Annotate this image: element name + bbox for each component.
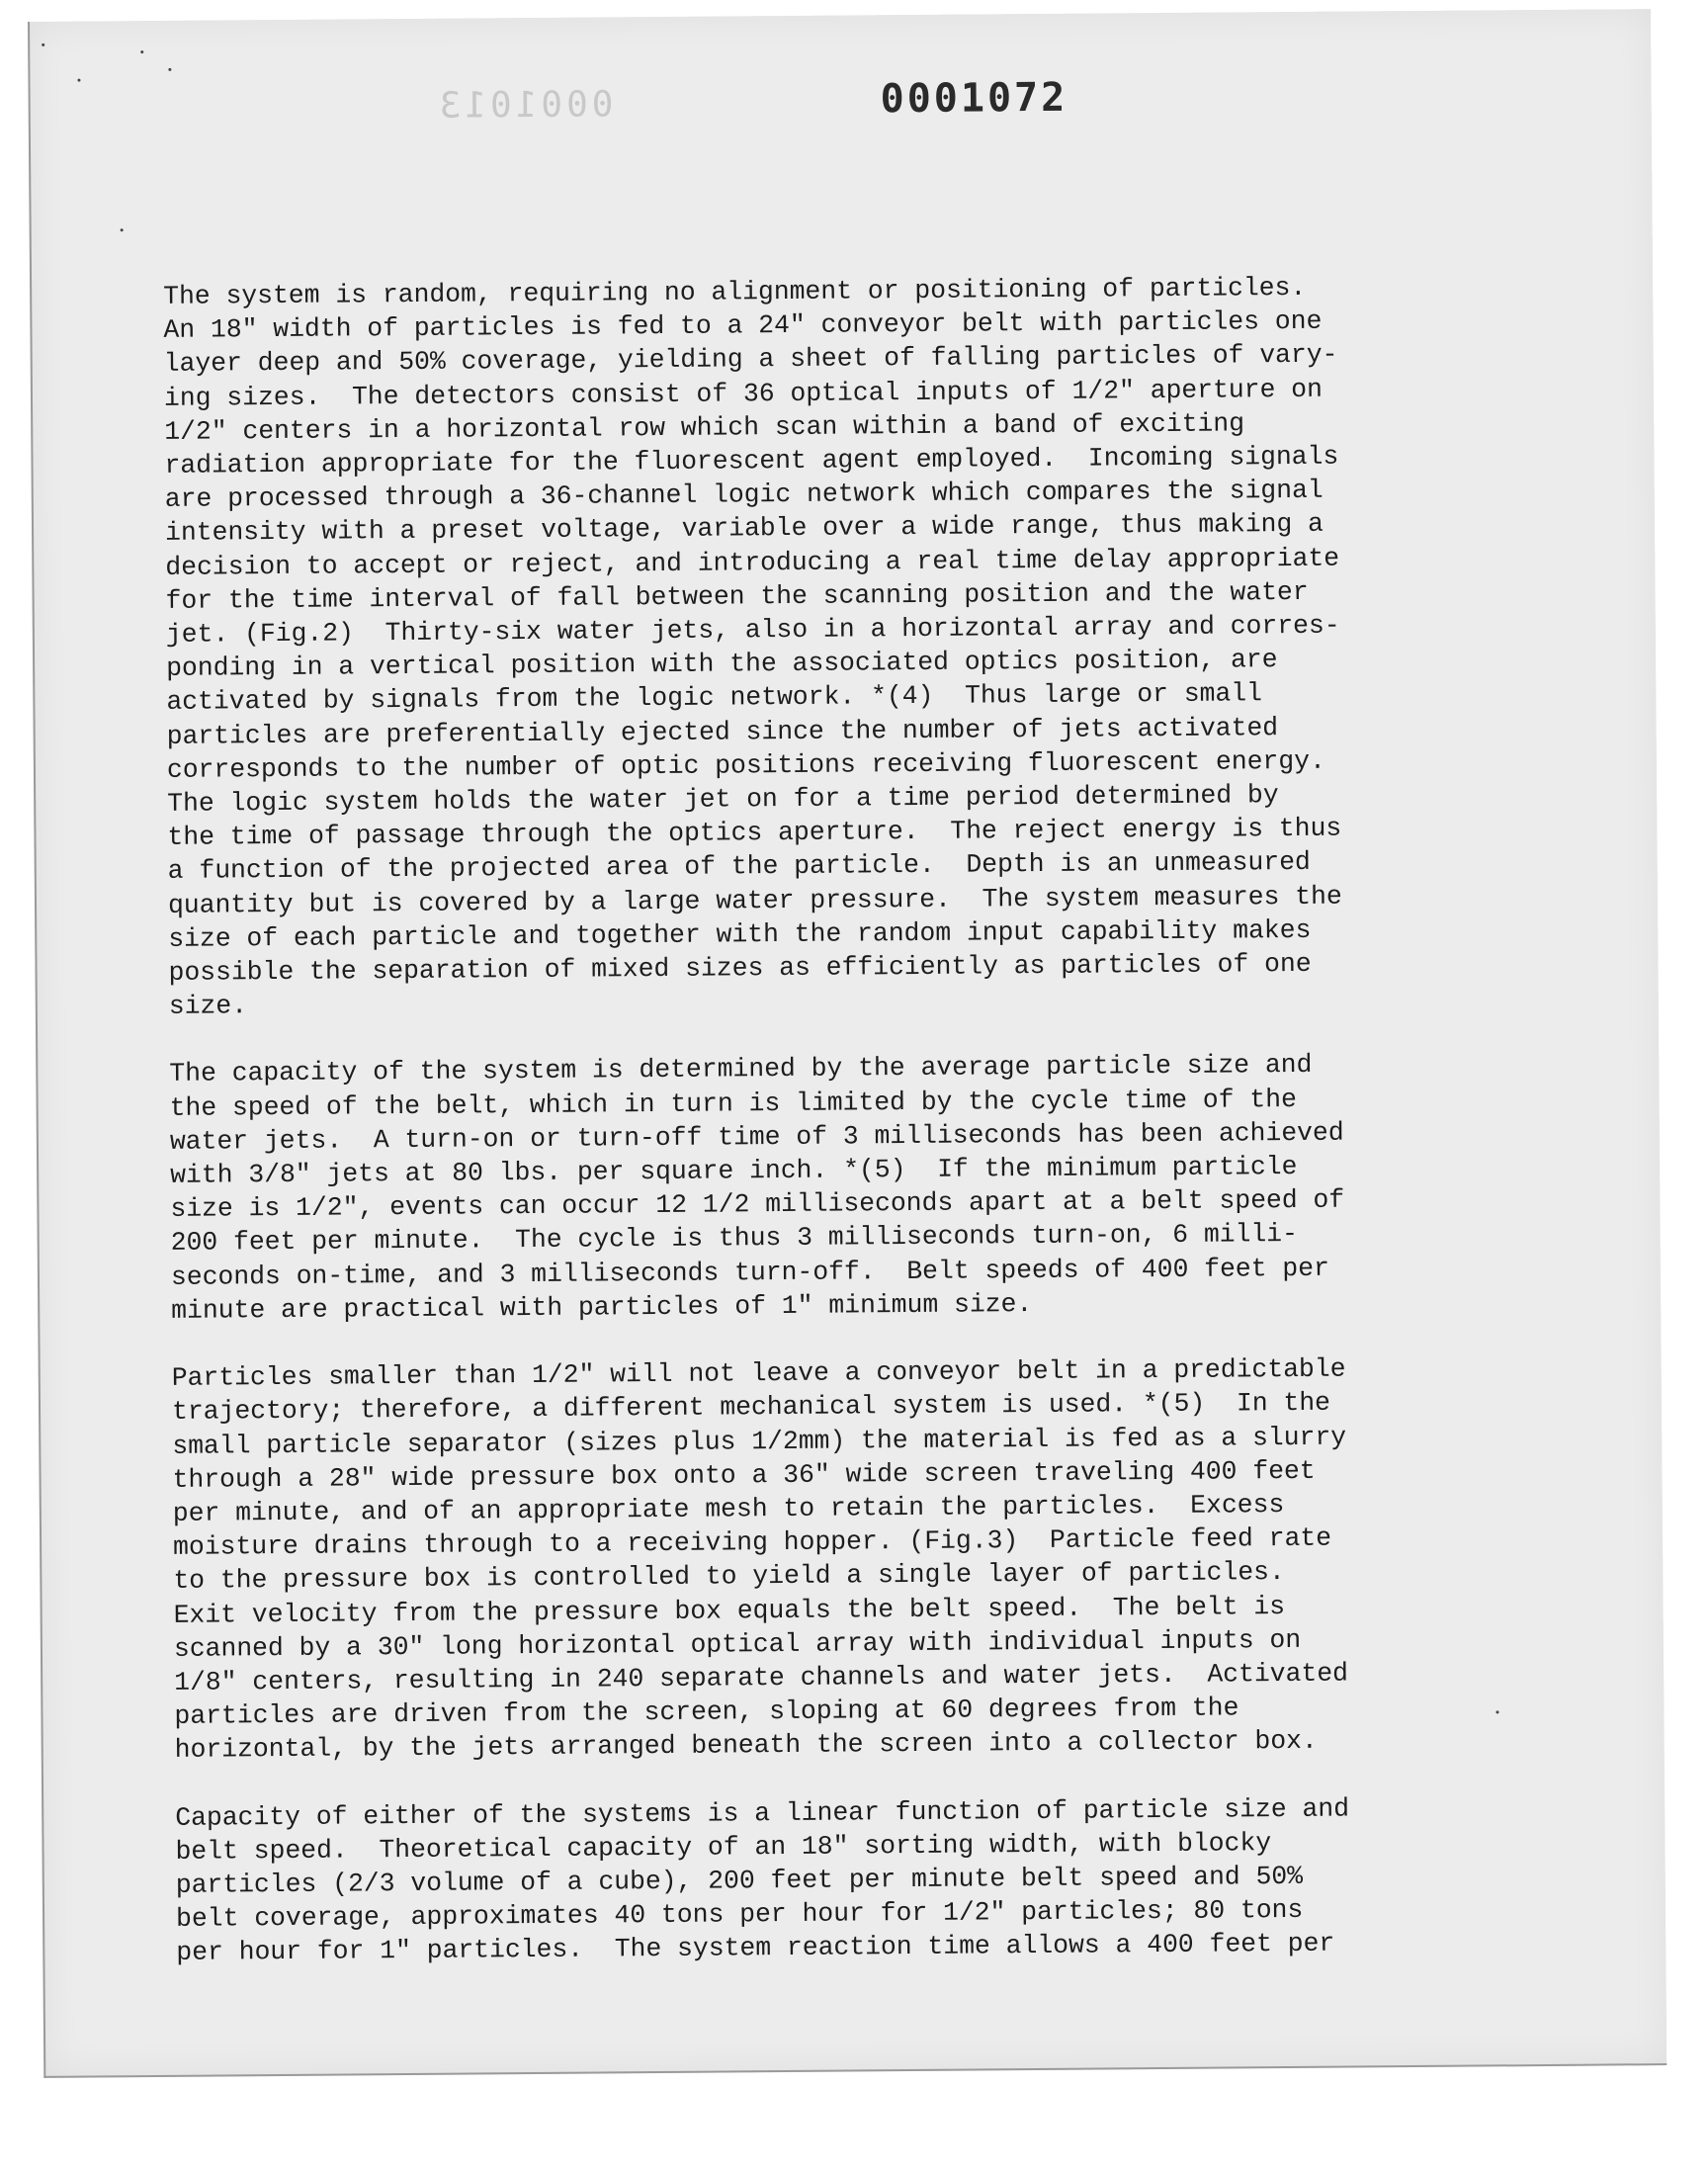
text-line: horizontal, by the jets arranged beneath the screen into a collector box.: [174, 1726, 1318, 1766]
paragraph-capacity: [169, 1047, 1486, 1328]
text-line: belt coverage, approximates 40 tons per hour for 1/2" particles; 80 tons: [175, 1895, 1304, 1935]
text-line: particles (2/3 volume of a cube), 200 feet per minute belt speed and 50%: [175, 1861, 1304, 1900]
paragraph-small-particles: [172, 1351, 1490, 1768]
text-line: decision to accept or reject, and introducing a real time delay appropriate: [165, 543, 1340, 582]
text-line: the speed of the belt, which in turn is limited by the cycle time of the: [169, 1084, 1297, 1123]
text-line: Capacity of either of the systems is a linear function of particle size and: [175, 1793, 1350, 1833]
scan-speck: [121, 228, 124, 231]
text-line: particles are driven from the screen, sloping at 60 degrees from the: [174, 1693, 1239, 1732]
scan-speck: [140, 50, 143, 53]
text-line: size.: [168, 991, 248, 1022]
text-line: intensity with a preset voltage, variable over a wide range, thus making a: [164, 509, 1324, 549]
text-line: ponding in a vertical position with the associated optics position, are: [166, 645, 1278, 684]
paragraph-capacity-function: [175, 1790, 1491, 1969]
text-line: per hour for 1" particles. The system reaction time allows a 400 feet per: [176, 1929, 1335, 1968]
text-line: trajectory; therefore, a different mechanical system is used. *(5) In the: [171, 1387, 1331, 1428]
text-line: water jets. A turn-on or turn-off time of 3 milliseconds has been achieved: [169, 1117, 1344, 1157]
text-line: minute are practical with particles of 1" minimum size.: [171, 1288, 1033, 1326]
document-page: [28, 9, 1666, 2078]
scan-speck: [42, 44, 44, 46]
text-line: activated by signals from the logic network. *(4) Thus large or small: [166, 678, 1263, 718]
text-line: corresponds to the number of optic positions receiving fluorescent energy.: [166, 745, 1325, 785]
text-line: The logic system holds the water jet on for a time period determined by: [167, 780, 1279, 819]
page-number-stamp: 0001072: [880, 74, 1068, 123]
text-line: size is 1/2", events can occur 12 1/2 milliseconds apart at a belt speed of: [170, 1184, 1345, 1225]
text-line: belt speed. Theoretical capacity of an 18" sorting width, with blocky: [175, 1827, 1272, 1867]
scan-speck: [77, 79, 80, 82]
ghost-page-stamp: 0001013: [435, 84, 614, 127]
scan-speck: [1495, 1710, 1498, 1713]
text-line: to the pressure box is controlled to yield a single layer of particles.: [173, 1557, 1285, 1597]
text-line: through a 28" wide pressure box onto a 36" wide screen traveling 400 feet: [172, 1455, 1316, 1495]
text-line: 1/8" centers, resulting in 240 separate channels and water jets. Activated: [174, 1658, 1349, 1697]
text-line: scanned by a 30" long horizontal optical array with individual inputs on: [173, 1624, 1302, 1664]
text-line: layer deep and 50% coverage, yielding a sheet of falling particles of vary-: [163, 340, 1338, 380]
text-line: are processed through a 36-channel logic network which compares the signal: [164, 475, 1324, 515]
text-line: per minute, and of an appropriate mesh to retain the particles. Excess: [172, 1489, 1285, 1528]
text-line: quantity but is covered by a large water pressure. The system measures the: [167, 881, 1342, 920]
scan-speck: [168, 68, 171, 71]
text-line: seconds on-time, and 3 milliseconds turn-off. Belt speeds of 400 feet per: [170, 1253, 1329, 1292]
text-line: the time of passage through the optics aperture. The reject energy is thus: [167, 813, 1342, 853]
text-line: 200 feet per minute. The cycle is thus 3 milliseconds turn-on, 6 milli-: [170, 1219, 1299, 1259]
text-line: jet. (Fig.2) Thirty-six water jets, also in a horizontal array and corres-: [165, 610, 1340, 650]
text-line: possible the separation of mixed sizes as efficiently as particles of one: [168, 948, 1312, 988]
text-line: 1/2" centers in a horizontal row which scan within a band of exciting: [164, 408, 1245, 447]
body-text: [163, 269, 1492, 2003]
text-line: particles are preferentially ejected since the number of jets activated: [166, 712, 1279, 751]
text-line: with 3/8" jets at 80 lbs. per square inch. *(5) If the minimum particle: [170, 1152, 1298, 1190]
text-line: The system is random, requiring no alignment or positioning of particles.: [163, 272, 1307, 311]
text-line: small particle separator (sizes plus 1/2mm) the material is fed as a slurry: [172, 1422, 1347, 1461]
text-line: for the time interval of fall between the scanning position and the water: [165, 576, 1309, 616]
text-line: a function of the projected area of the particle. Depth is an unmeasured: [167, 847, 1311, 887]
text-line: An 18" width of particles is fed to a 24" conveyor belt with particles one: [163, 305, 1323, 346]
text-line: Exit velocity from the pressure box equals the belt speed. The belt is: [173, 1591, 1286, 1630]
text-line: ing sizes. The detectors consist of 36 optical inputs of 1/2" aperture on: [163, 374, 1324, 413]
text-line: Particles smaller than 1/2" will not leave a conveyor belt in a predictable: [171, 1353, 1346, 1393]
text-line: The capacity of the system is determined by the average particle size and: [169, 1050, 1313, 1089]
text-line: radiation appropriate for the fluorescent agent employed. Incoming signals: [164, 441, 1339, 480]
text-line: moisture drains through to a receiving hopper. (Fig.3) Particle feed rate: [173, 1522, 1332, 1563]
text-line: size of each particle and together with the random input capability makes: [168, 914, 1312, 954]
paragraph-system-description: [163, 269, 1484, 1023]
